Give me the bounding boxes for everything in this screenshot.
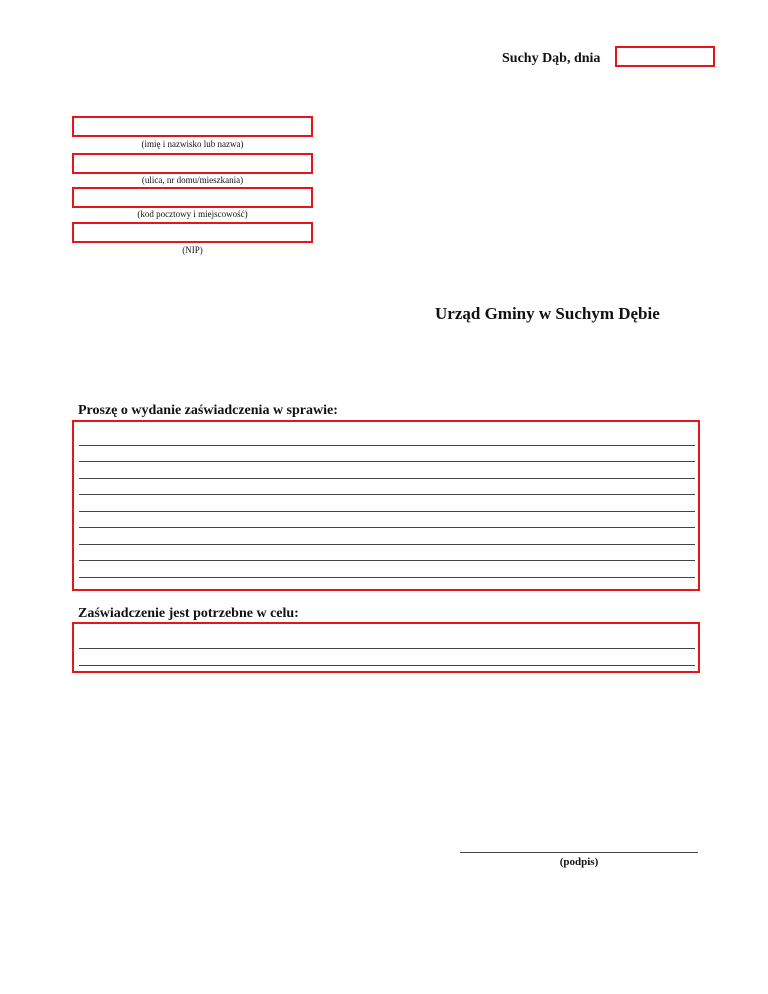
purpose-text-area[interactable] <box>72 622 700 673</box>
date-field[interactable] <box>615 46 715 67</box>
applicant-postcode-field[interactable] <box>72 187 313 208</box>
applicant-postcode-caption: (kod pocztowy i miejscowość) <box>137 209 248 219</box>
ruled-line <box>79 544 695 545</box>
signature-caption: (podpis) <box>559 856 599 868</box>
ruled-line <box>79 665 695 666</box>
purpose-heading: Zaświadczenie jest potrzebne w celu: <box>78 606 299 621</box>
applicant-name-caption: (imię i nazwisko lub nazwa) <box>141 139 244 149</box>
applicant-nip-caption: (NIP) <box>182 245 203 255</box>
signature-line <box>460 852 698 853</box>
request-heading: Proszę o wydanie zaświadczenia w sprawie: <box>78 403 338 418</box>
ruled-line <box>79 560 695 561</box>
ruled-line <box>79 478 695 479</box>
place-date-label: Suchy Dąb, dnia <box>502 51 601 66</box>
recipient-office: Urząd Gminy w Suchym Dębie <box>435 304 660 323</box>
ruled-line <box>79 511 695 512</box>
ruled-line <box>79 648 695 649</box>
ruled-line <box>79 577 695 578</box>
applicant-street-field[interactable] <box>72 153 313 174</box>
ruled-line <box>79 527 695 528</box>
ruled-line <box>79 461 695 462</box>
applicant-street-caption: (ulica, nr domu/mieszkania) <box>141 175 244 185</box>
request-text-area[interactable] <box>72 420 700 591</box>
ruled-line <box>79 494 695 495</box>
applicant-nip-field[interactable] <box>72 222 313 243</box>
ruled-line <box>79 445 695 446</box>
applicant-name-field[interactable] <box>72 116 313 137</box>
